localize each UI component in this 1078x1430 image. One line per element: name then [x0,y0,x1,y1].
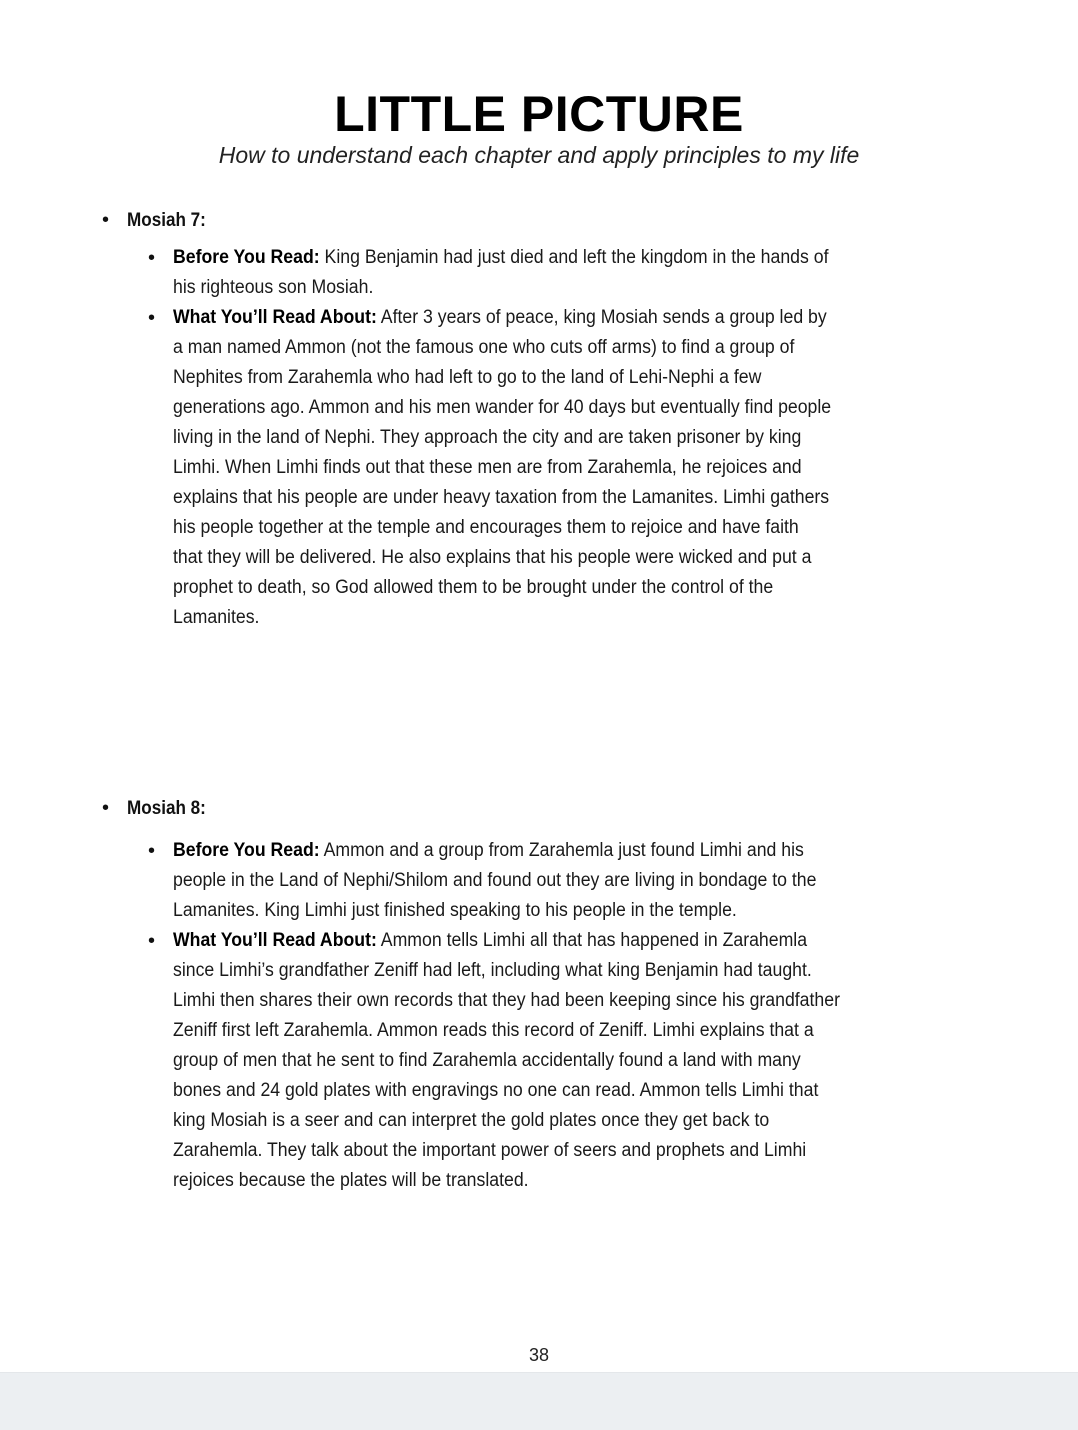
text-line: Limhi then shares their own records that they had been keeping since his grandfather [173,990,840,1011]
text-line: Zarahemla. They talk about the important power of seers and prophets and Limhi [173,1140,807,1161]
chapter-heading: Mosiah 7: [127,210,206,231]
text-line: people in the Land of Nephi/Shilom and found out they are living in bondage to the [173,870,817,891]
chapter-heading: Mosiah 8: [127,798,206,819]
bullet-icon: • [102,797,110,819]
bullet-icon: • [148,307,156,329]
text-line: Zeniff first left Zarahemla. Ammon reads this record of Zeniff. Limhi explains that a [173,1020,814,1041]
text-line: group of men that he sent to find Zarahemla accidentally found a land with many [173,1050,801,1071]
text-line: explains that his people are under heavy taxation from the Lamanites. Limhi gathers [173,487,830,508]
what-youll-read-label: What You’ll Read About: [173,930,377,951]
bullet-icon: • [148,247,156,269]
text-line: his righteous son Mosiah. [173,277,374,298]
text-line: king Mosiah is a seer and can interpret the gold plates once they get back to [173,1110,770,1131]
bullet-icon: • [148,930,156,952]
page-number: 38 [528,1345,550,1365]
viewer-background [0,1372,1078,1430]
what-youll-read-line: What You’ll Read About: Ammon tells Limhi all that has happened in Zarahemla [173,930,808,951]
text-line: living in the land of Nephi. They approach the city and are taken prisoner by king [173,427,802,448]
text-line: a man named Ammon (not the famous one who cuts off arms) to find a group of [173,337,795,358]
text-line: prophet to death, so God allowed them to be brought under the control of the [173,577,774,598]
page-subtitle: How to understand each chapter and apply principles to my life [218,142,860,168]
what-youll-read-line: What You’ll Read About: After 3 years of peace, king Mosiah sends a group led by [173,307,827,328]
before-you-read-line: Before You Read: King Benjamin had just died and left the kingdom in the hands of [173,247,829,268]
text-line: rejoices because the plates will be translated. [173,1170,529,1191]
text-line: generations ago. Ammon and his men wander for 40 days but eventually find people [173,397,832,418]
text-line: his people together at the temple and encourages them to rejoice and have faith [173,517,799,538]
bullet-icon: • [148,840,156,862]
text-line: Lamanites. King Limhi just finished speaking to his people in the temple. [173,900,737,921]
before-you-read-label: Before You Read: [173,247,320,268]
what-youll-read-label: What You’ll Read About: [173,307,377,328]
text-line: Lamanites. [173,607,260,628]
before-you-read-line: Before You Read: Ammon and a group from Zarahemla just found Limhi and his [173,840,804,861]
before-you-read-label: Before You Read: [173,840,320,861]
text-line: that they will be delivered. He also explains that his people were wicked and put a [173,547,812,568]
text-line: Nephites from Zarahemla who had left to go to the land of Lehi-Nephi a few [173,367,762,388]
text-line: Limhi. When Limhi finds out that these men are from Zarahemla, he rejoices and [173,457,802,478]
page-title: LITTLE PICTURE [334,86,744,142]
text-line: bones and 24 gold plates with engravings no one can read. Ammon tells Limhi that [173,1080,819,1101]
text-line: since Limhi’s grandfather Zeniff had left, including what king Benjamin had taught. [173,960,812,981]
bullet-icon: • [102,209,110,231]
